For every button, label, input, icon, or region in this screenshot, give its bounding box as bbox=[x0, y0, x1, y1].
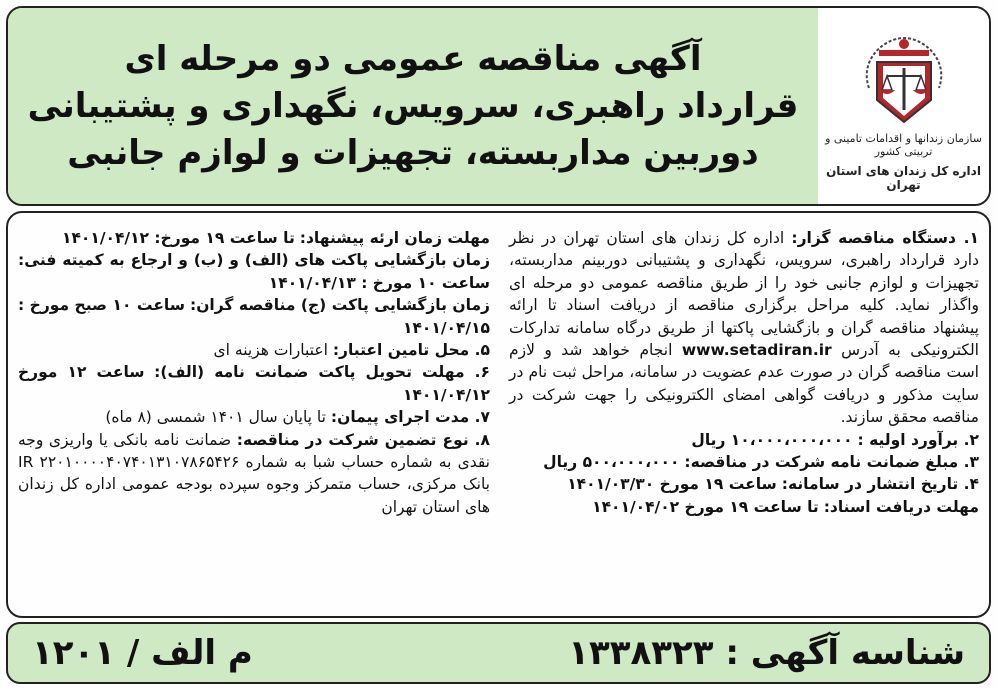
document-deadline-value: تا ساعت ۱۹ مورخ ۱۴۰۱/۰۴/۰۲ bbox=[592, 497, 819, 516]
item-7 bbox=[18, 406, 490, 428]
notice-footer bbox=[6, 622, 991, 684]
item-2-value: ۱۰،۰۰۰،۰۰۰،۰۰۰ ریال bbox=[691, 430, 853, 449]
item-1-text-a: اداره کل زندان های استان تهران در نظر دارد قرارداد راهبری، سرویس، نگهداری و پشتیبانی دوربینم مداربسته، تجهیزات و لوازم جانبی خود را از طریق مناقصه عمومی دو مرحله ای واگذار نماید. کلیه مراحل برگزاری مناقصه از دریافت اسناد تا ارائه پیشنهاد مناقصه گران و بازگشایی پاکتها از طریق درگاه سامانه تدارکات الکترونیکی به آدرس bbox=[509, 229, 979, 360]
opening-ab bbox=[18, 249, 490, 294]
item-4 bbox=[509, 473, 979, 495]
opening-ab-value: ساعت ۱۰ مورخ : ۱۴۰۱/۰۴/۱۳ bbox=[268, 273, 490, 292]
item-5 bbox=[18, 339, 490, 361]
item-1 bbox=[509, 227, 979, 429]
proposal-deadline bbox=[18, 227, 490, 249]
item-6-value: ساعت ۱۲ مورخ ۱۴۰۱/۰۴/۱۲ bbox=[18, 363, 490, 404]
ad-id: شناسه آگهی : ۱۳۳۸۳۲۳ bbox=[568, 633, 965, 673]
item-2 bbox=[509, 429, 979, 451]
notice-title bbox=[8, 8, 820, 204]
right-column bbox=[509, 227, 979, 518]
item-5-value: اعتبارات هزینه ای bbox=[213, 341, 328, 360]
item-6 bbox=[18, 361, 490, 406]
item-1-label: ۱. دستگاه مناقصه گزار: bbox=[791, 229, 979, 247]
provincial-office-name: اداره کل زندان های استان تهران bbox=[826, 164, 981, 192]
item-8 bbox=[18, 429, 490, 519]
item-8-text: ضمانت نامه بانکی یا واریزی وجه نقدی به شماره حساب شبا به شماره IR ۲۲۰۱۰۰۰۰۴۰۷۴۰۱۳۱۰۷۸۶۵۴۲۶ بانک مرکزی، حساب متمرکز وجوه سپرده بودجه عمومی اداره کل زندان های استان تهران bbox=[18, 430, 490, 516]
notice-header bbox=[6, 6, 991, 206]
item-3 bbox=[509, 451, 979, 473]
setadiran-link[interactable]: www.setadiran.ir bbox=[681, 341, 832, 360]
opening-c bbox=[18, 294, 490, 339]
opening-c-value: ساعت ۱۰ صبح مورخ : ۱۴۰۱/۰۴/۱۵ bbox=[18, 296, 490, 337]
title-line-2: قرارداد راهبری، سرویس، نگهداری و پشتیبانی bbox=[27, 85, 799, 126]
title-line-1: آگهی مناقصه عمومی دو مرحله ای bbox=[124, 38, 702, 79]
notice-body bbox=[6, 211, 991, 618]
opening-c-label: زمان بازگشایی پاکت (ج) مناقصه گران: bbox=[190, 296, 490, 315]
item-4-value: ساعت ۱۹ مورخ ۱۴۰۱/۰۳/۳۰ bbox=[567, 475, 777, 494]
item-3-value: ۵۰۰،۰۰۰،۰۰۰ ریال bbox=[543, 453, 680, 472]
item-7-value: تا پایان سال ۱۴۰۱ شمسی (۸ ماه) bbox=[105, 408, 326, 427]
document-deadline-label: مهلت دریافت اسناد: bbox=[823, 497, 979, 516]
organization-name: سازمان زندانها و اقدامات تامینی و تربیتی کشور bbox=[825, 132, 982, 158]
proposal-deadline-value: تا ساعت ۱۹ مورخ: ۱۴۰۱/۰۴/۱۲ bbox=[61, 229, 295, 247]
item-8-label: ۸. نوع تضمین شرکت در مناقصه: bbox=[236, 430, 490, 449]
item-6-label: ۶. مهلت تحویل پاکت ضمانت نامه (الف): bbox=[154, 363, 490, 382]
item-3-label: ۳. مبلغ ضمانت نامه شرکت در مناقصه: bbox=[684, 453, 979, 472]
prisons-organization-logo-icon bbox=[849, 30, 959, 130]
item-2-label: ۲. برآورد اولیه : bbox=[857, 430, 979, 449]
item-7-label: ۷. مدت اجرای پیمان: bbox=[330, 408, 490, 427]
item-5-label: ۵. محل تامین اعتبار: bbox=[332, 341, 490, 360]
series-number: م الف / ۱۲۰۱ bbox=[32, 633, 253, 673]
proposal-deadline-label: مهلت زمان ارئه پیشنهاد: bbox=[299, 229, 490, 247]
title-line-3: دوربین مداربسته، تجهیزات و لوازم جانبی bbox=[67, 132, 759, 173]
item-1-text-b: انجام خواهد شد و لازم است مناقصه گران در صورت عدم عضویت در سامانه، مراحل ثبت نام در سایت مذکور و دریافت گواهی امضای الکترونیکی را جهت شرکت در مناقصه محقق سازند. bbox=[509, 341, 979, 427]
opening-ab-label: زمان بازگشایی پاکت های (الف) و (ب) و ارجاع به کمیته فنی: bbox=[18, 251, 490, 270]
item-4-label: ۴. تاریخ انتشار در سامانه: bbox=[781, 475, 979, 494]
left-column bbox=[18, 227, 490, 518]
document-deadline bbox=[509, 496, 979, 518]
organization-logo-box bbox=[818, 8, 989, 204]
